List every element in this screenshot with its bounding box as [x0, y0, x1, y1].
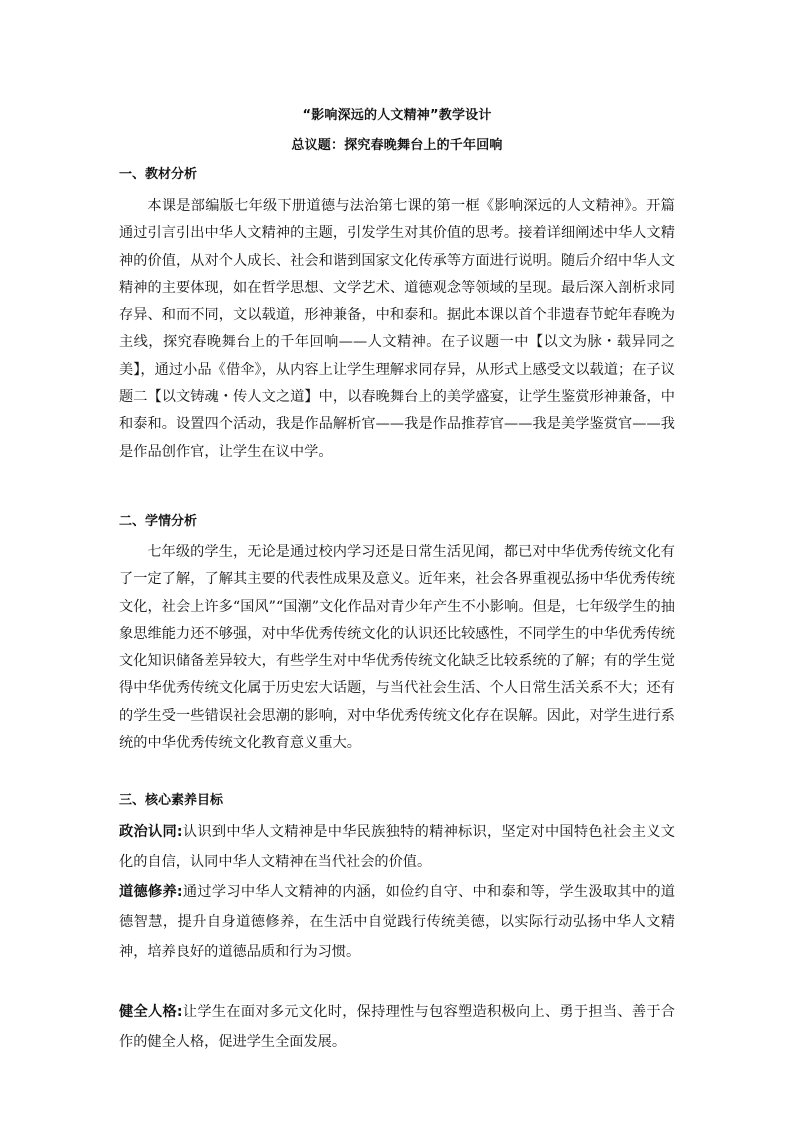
section-heading-textbook-analysis: 一、教材分析 [119, 167, 198, 182]
goal-moral-cultivation [119, 877, 675, 967]
goal-text: 让学生在面对多元文化时，保持理性与包容塑造积极向上、勇于担当、善于合作的健全人格，促进学生全面发展。 [119, 1004, 675, 1050]
goal-political-identity [119, 817, 675, 877]
document-title: “影响深远的人文精神”教学设计 [302, 108, 492, 123]
goal-text: 通过学习中华人文精神的内涵，如俭约自守、中和泰和等，学生汲取其中的道德智慧，提升自身道德修养，在生活中自觉践行传统美德，以实际行动弘扬中华人文精神，培养良好的道德品质和行为习惯。 [119, 884, 675, 960]
section-heading-student-analysis: 二、学情分析 [119, 514, 198, 529]
section-paragraph-student-analysis: 七年级的学生，无论是通过校内学习还是日常生活见闻，都已对中华优秀传统文化有了一定了解，了解其主要的代表性成果及意义。近年来，社会各界重视弘扬中华优秀传统文化，社会上许多“国风”“国潮”文化作品对青少年产生不小影响。但是，七年级学生的抽象思维能力还不够强，对中华优秀传统文化的认识还比较感性，不同学生的中华优秀传统文化知识储备差异较大，有些学生对中华优秀传统文化缺乏比较系统的了解；有的学生觉得中华优秀传统文化属于历史宏大话题，与当代社会生活、个人日常生活关系不大；还有的学生受一些错误社会思潮的影响，对中华优秀传统文化存在误解。因此，对学生进行系统的中华优秀传统文化教育意义重大。 [119, 544, 676, 752]
goal-label: 政治认同: [119, 824, 183, 840]
document-subtitle: 总议题：探究春晚舞台上的千年回响 [291, 138, 503, 153]
goal-label: 道德修养: [119, 884, 183, 900]
goal-sound-personality [119, 997, 675, 1057]
goal-label: 健全人格: [119, 1004, 183, 1020]
section-heading-core-goals: 三、核心素养目标 [119, 793, 224, 808]
goal-text: 认识到中华人文精神是中华民族独特的精神标识，坚定对中国特色社会主义文化的自信，认同中华人文精神在当代社会的价值。 [119, 824, 675, 870]
section-paragraph-textbook-analysis: 本课是部编版七年级下册道德与法治第七课的第一框《影响深远的人文精神》。开篇通过引言引出中华人文精神的主题，引发学生对其价值的思考。接着详细阐述中华人文精神的价值，从对个人成长、社会和谐到国家文化传承等方面进行说明。随后介绍中华人文精神的主要体现，如在哲学思想、文学艺术、道德观念等领域的呈现。最后深入剖析求同存异、和而不同，文以载道，形神兼备，中和泰和。据此本课以首个非遗春节蛇年春晚为主线，探究春晚舞台上的千年回响——人文精神。在子议题一中【以文为脉・载异同之美】，通过小品《借伞》，从内容上让学生理解求同存异，从形式上感受文以载道；在子议题二【以文铸魂・传人文之道】中，以春晚舞台上的美学盛宴，让学生鉴赏形神兼备，中和泰和。设置四个活动，我是作品解析官——我是作品推荐官——我是美学鉴赏官——我是作品创作官，让学生在议中学。 [119, 198, 675, 460]
